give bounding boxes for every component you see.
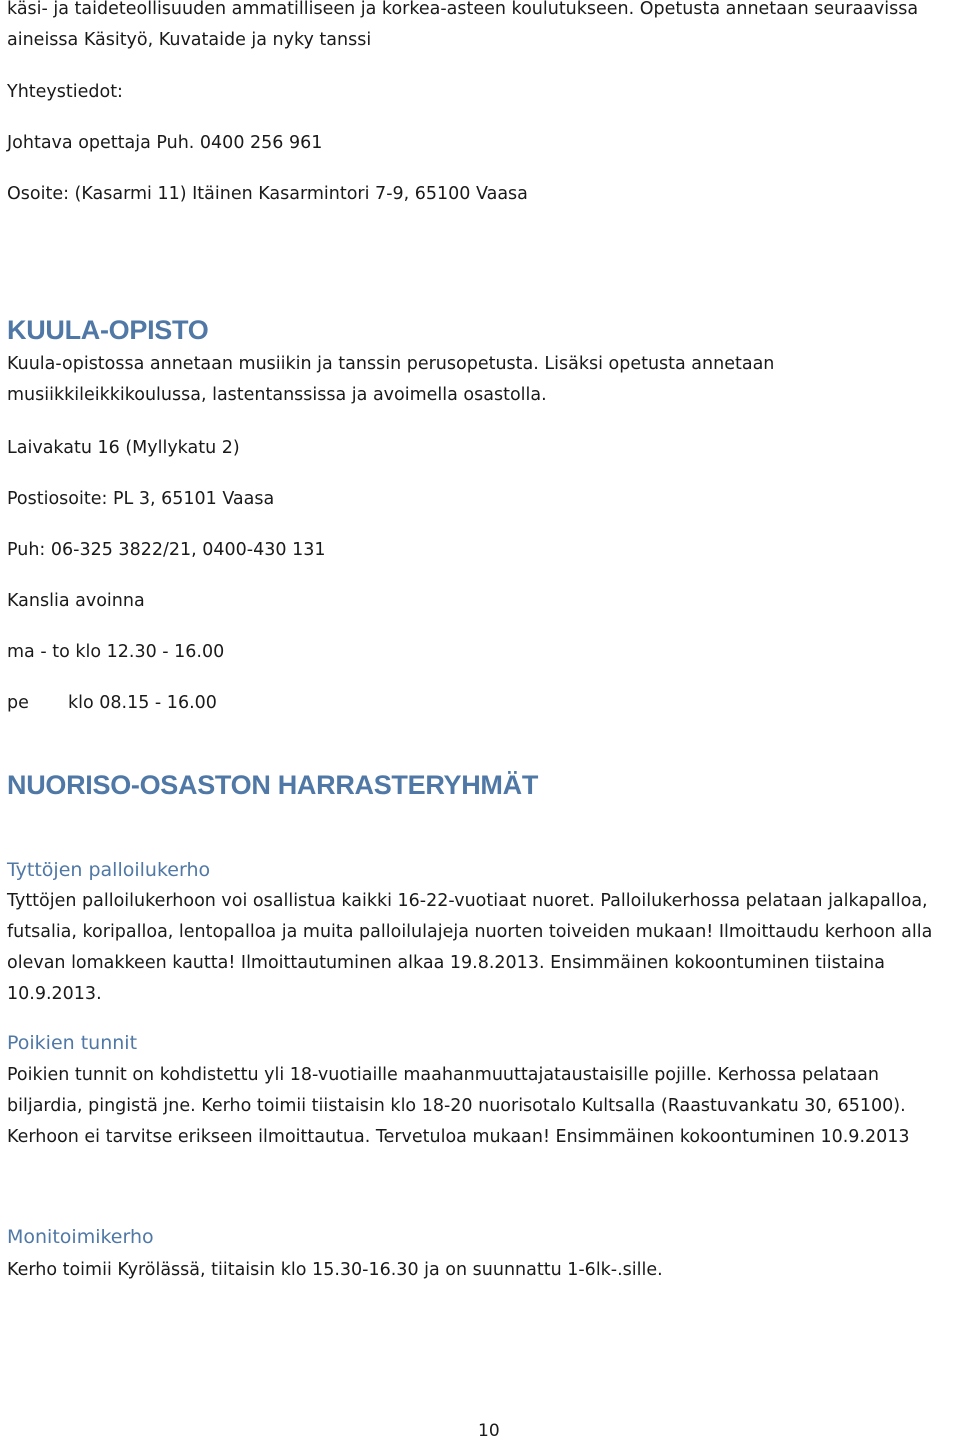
office-hours-fri-time: klo 08.15 - 16.00 (68, 693, 217, 713)
kuula-heading: KUULA-OPISTO (7, 315, 209, 345)
teacher-phone: Johtava opettaja Puh. 0400 256 961 (7, 133, 323, 153)
youth-heading: NUORISO-OSASTON HARRASTERYHMÄT (7, 770, 539, 800)
page-number: 10 (478, 1421, 500, 1441)
kuula-desc-line-1: Kuula-opistossa annetaan musiikin ja tanssin perusopetusta. Lisäksi opetusta annetaan (7, 354, 775, 374)
group-description: Tyttöjen palloilukerhoon voi osallistua kaikki 16-22-vuotiaat nuoret. Palloilukerhossa pelataan jalkapalloa, futsalia, koripalloa, lentopalloa ja muita palloilulajeja nuorten toiveiden mukaan! Ilmoittaudu kerhoon alla olevan lomakkeen kautta! Ilmoittautuminen alkaa 19.8.2013. Ensimmäinen kokoontuminen tiistaina 10.9.2013. (7, 891, 933, 1004)
group-title: Tyttöjen palloilukerho (7, 859, 211, 881)
office-label: Kanslia avoinna (7, 591, 145, 611)
group-title: Monitoimikerho (7, 1226, 154, 1248)
office-hours-mon-thu: ma - to klo 12.30 - 16.00 (7, 642, 225, 662)
kuula-desc-line-2: musiikkileikkikoulussa, lastentanssissa ja avoimella osastolla. (7, 385, 547, 405)
group-description: Kerho toimii Kyrölässä, tiitaisin klo 15.30-16.30 ja on suunnattu 1-6lk-.sille. (7, 1260, 663, 1280)
kuula-street: Laivakatu 16 (Myllykatu 2) (7, 438, 240, 458)
kuula-phone: Puh: 06-325 3822/21, 0400-430 131 (7, 540, 326, 560)
intro-line-2: aineissa Käsityö, Kuvataide ja nyky tanssi (7, 30, 372, 50)
office-hours-fri (7, 693, 217, 713)
group-description: Poikien tunnit on kohdistettu yli 18-vuotiaille maahanmuuttajataustaisille pojille. Kerhossa pelataan biljardia, pingistä jne. Kerho toimii tiistaisin klo 18-20 nuorisotalo Kultsalla (Raastuvankatu 30, 65100). Kerhoon ei tarvitse erikseen ilmoittautua. Tervetuloa mukaan! Ensimmäinen kokoontuminen 10.9.2013 (7, 1065, 910, 1147)
intro-line-1: käsi- ja taideteollisuuden ammatilliseen ja korkea-asteen koulutukseen. Opetusta annetaan seuraavissa (7, 0, 919, 19)
contacts-label: Yhteystiedot: (7, 82, 123, 102)
intro-address: Osoite: (Kasarmi 11) Itäinen Kasarmintori 7-9, 65100 Vaasa (7, 184, 528, 204)
kuula-postal: Postiosoite: PL 3, 65101 Vaasa (7, 489, 275, 509)
office-hours-fri-day: pe (7, 693, 29, 713)
group-title: Poikien tunnit (7, 1032, 138, 1054)
